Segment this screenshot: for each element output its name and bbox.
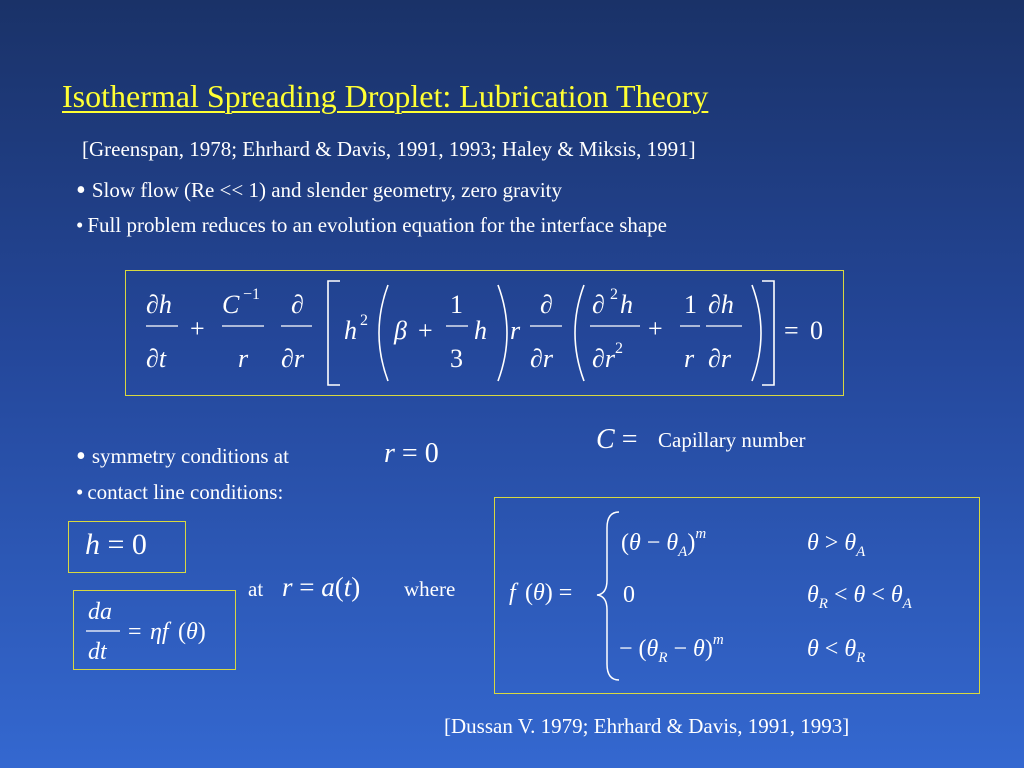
svg-text:−1: −1: [243, 286, 261, 303]
svg-text:(θ): (θ): [178, 619, 206, 645]
bullet-dot-icon: •: [76, 213, 84, 237]
svg-text:3: 3: [450, 344, 463, 373]
where-label: where: [404, 577, 456, 601]
svg-text:∂r: ∂r: [530, 344, 553, 373]
svg-text:ηf: ηf: [150, 619, 169, 645]
symmetry-text: symmetry conditions at: [91, 444, 289, 468]
svg-text:+: +: [418, 316, 433, 345]
svg-text:+: +: [648, 314, 663, 343]
bullet-full-problem: [76, 213, 667, 238]
svg-text:C: C: [222, 290, 240, 319]
svg-text:1: 1: [450, 290, 463, 319]
svg-text:∂r: ∂r: [708, 344, 731, 373]
capillary-note: Capillary number: [658, 428, 806, 452]
svg-text:0: 0: [810, 316, 823, 345]
eq-term: ∂h: [146, 290, 172, 319]
bullet-dot-icon: •: [76, 175, 86, 206]
bullet-slow-flow: [76, 175, 562, 207]
dadt-equation: [74, 591, 234, 668]
at-label: at: [248, 577, 264, 601]
svg-text:∂h: ∂h: [708, 290, 734, 319]
svg-text:∂: ∂: [291, 290, 304, 319]
svg-text:β: β: [394, 316, 407, 345]
capillary-symbol: C =: [596, 424, 638, 455]
svg-text:0: 0: [623, 582, 635, 608]
dadt-box: [73, 590, 236, 670]
svg-text:f: f: [509, 580, 516, 606]
svg-text:∂r: ∂r: [281, 344, 304, 373]
references-bottom: [Dussan V. 1979; Ehrhard & Davis, 1991, 1993]: [444, 714, 850, 738]
svg-text:=: =: [128, 619, 142, 645]
svg-text:∂t: ∂t: [146, 344, 167, 373]
evolution-equation: [126, 271, 842, 394]
bullet-dot-icon: •: [76, 480, 84, 504]
f-theta-box: [494, 497, 980, 694]
svg-text:(θ) =: (θ) =: [525, 580, 573, 606]
svg-text:(θ − θA)m: $(\theta - \theta_A)^m$: [621, 526, 707, 560]
h-zero-equation: h = 0: [85, 528, 147, 561]
f-theta-equation: [495, 498, 978, 692]
svg-text:dt: dt: [88, 639, 107, 665]
slide-title: Isothermal Spreading Droplet: Lubrication Theory: [62, 78, 709, 114]
svg-text:∂r2: $\partial r^2$: [592, 340, 623, 373]
svg-text:∂2h: ∂ 2h: [592, 286, 633, 319]
svg-text:∂: ∂: [540, 290, 553, 319]
svg-text:r: r: [684, 344, 695, 373]
svg-text:r: r: [510, 316, 521, 345]
evolution-equation-box: [125, 270, 844, 396]
contact-position-equation: r = a(t): [282, 572, 361, 602]
bullet-text: Full problem reduces to an evolution equation for the interface shape: [87, 213, 668, 237]
svg-text:h: h: [474, 316, 487, 345]
svg-text:− (θR − θ)m: − $(\theta_R - \theta)^m$: [619, 632, 724, 666]
bullet-dot-icon: •: [76, 441, 86, 472]
svg-text:θ < θR: $\theta < \theta_R$: [807, 636, 866, 666]
svg-text:h: h: [344, 316, 357, 345]
svg-text:2: 2: [360, 312, 368, 329]
svg-text:θR < θ < θA: $\theta_R < \theta < \theta_A$: [807, 582, 912, 612]
bullet-contact-line: [76, 480, 283, 505]
bullet-symmetry: [76, 441, 289, 473]
h-zero-box: [68, 521, 186, 573]
bullet-text: Slow flow (Re << 1) and slender geometry, zero gravity: [91, 178, 563, 202]
contact-text: contact line conditions:: [87, 480, 284, 504]
symmetry-equation: r = 0: [384, 438, 439, 469]
references-top: [Greenspan, 1978; Ehrhard & Davis, 1991, 1993; Haley & Miksis, 1991]: [82, 137, 696, 161]
svg-text:1: 1: [684, 290, 697, 319]
svg-text:=: =: [784, 316, 799, 345]
svg-text:θ > θA: $\theta > \theta_A$: [807, 530, 866, 560]
svg-text:+: +: [190, 314, 205, 343]
svg-text:r: r: [238, 344, 249, 373]
svg-text:da: da: [88, 599, 112, 625]
